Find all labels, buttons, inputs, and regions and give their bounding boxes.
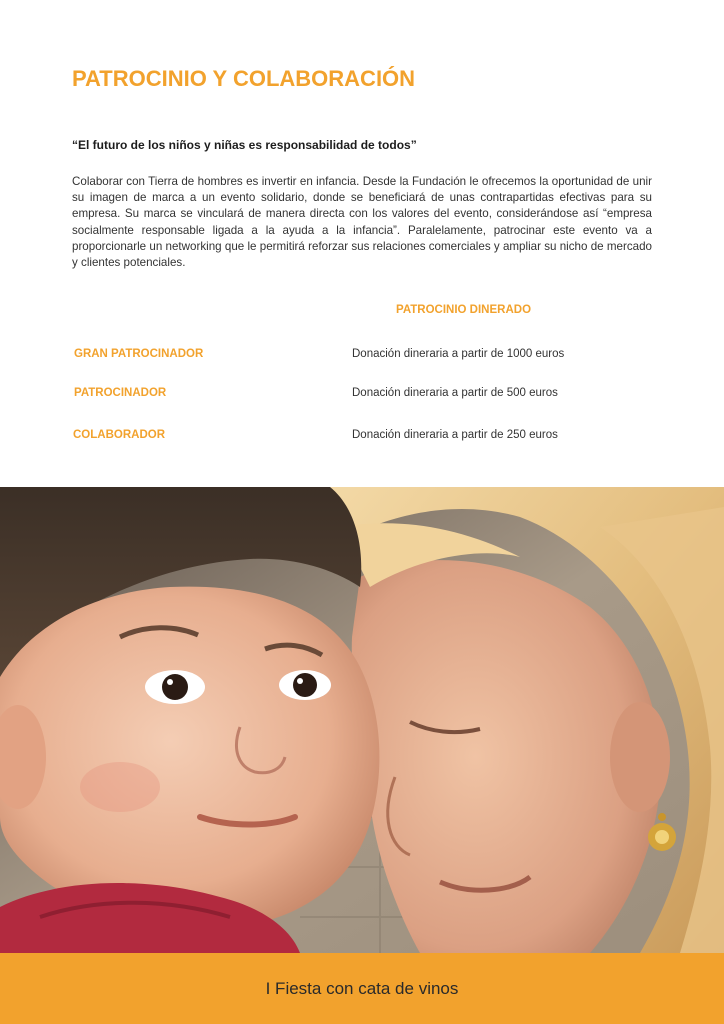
footer-event-name: I Fiesta con cata de vinos [265, 979, 459, 998]
tier-description: Donación dineraria a partir de 250 euros [352, 429, 558, 441]
sponsorship-tier-row [0, 348, 724, 368]
photo-illustration [0, 487, 724, 953]
sponsorship-tier-row [0, 429, 724, 449]
tier-description: Donación dineraria a partir de 500 euros [352, 387, 558, 399]
intro-paragraph: Colaborar con Tierra de hombres es invertir en infancia. Desde la Fundación le ofrecemos la oportunidad de unir su imagen de marca a un evento solidario, donde se beneficiará de unas contrapartidas efectivas para su empresa. Su marca se vinculará de manera directa con los valores del evento, considerándose así “empresa socialmente responsable ligada a la ayuda a la infancia”. Paralelamente, patrocinar este evento va a proporcionarle un networking que le permitirá reforzar sus relaciones comerciales y ampliar su nicho de mercado y clientes potenciales. [72, 175, 652, 270]
page-title: PATROCINIO Y COLABORACIÓN [72, 66, 416, 91]
footer-bar [0, 953, 724, 1024]
sponsorship-table-header: PATROCINIO DINERADO [396, 304, 532, 316]
sponsorship-tier-row [0, 387, 724, 407]
tier-description: Donación dineraria a partir de 1000 euros [352, 348, 565, 360]
tier-name: PATROCINADOR [74, 387, 167, 399]
tier-name: GRAN PATROCINADOR [74, 348, 204, 360]
tier-name: COLABORADOR [73, 429, 165, 441]
quote: “El futuro de los niños y niñas es responsabilidad de todos” [72, 138, 417, 152]
photo-child-and-woman [0, 487, 724, 953]
